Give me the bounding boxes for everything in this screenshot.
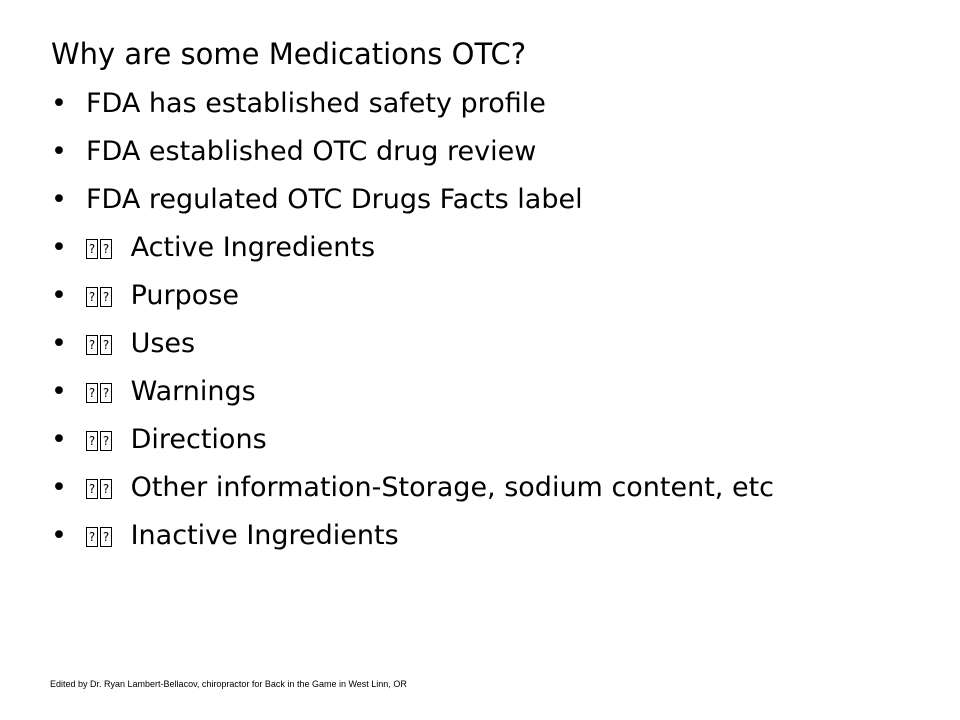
bullet-dot-icon: • [51, 184, 67, 215]
bullet-text: Warnings [130, 376, 256, 407]
missing-glyph-icon: ? ? [86, 320, 114, 368]
missing-glyph-icon: ? ? [86, 272, 114, 320]
missing-glyph-icon: ? ? [86, 368, 114, 416]
bullet-text: Inactive Ingredients [130, 520, 399, 551]
bullet-text: Uses [130, 328, 196, 359]
missing-glyph-icon: ? ? [86, 224, 114, 272]
missing-glyph-icon: ? ? [86, 512, 114, 560]
bullet-dot-icon: • [51, 520, 67, 551]
bullet-item [51, 368, 911, 416]
missing-glyph-icon: ? ? [86, 471, 114, 505]
bullet-item [51, 272, 911, 320]
bullet-dot-icon: • [51, 376, 67, 407]
bullet-dot-icon: • [51, 136, 67, 167]
bullet-item [51, 320, 911, 368]
bullet-dot-icon: • [51, 328, 67, 359]
missing-glyph-icon: ? ? [86, 416, 114, 464]
bullet-text: Directions [130, 424, 267, 455]
bullet-text: FDA established OTC drug review [86, 136, 537, 167]
bullet-item [51, 464, 911, 512]
bullet-item [51, 224, 911, 272]
bullet-dot-icon: • [51, 88, 67, 119]
bullet-item [51, 80, 911, 128]
bullet-text: FDA has established safety profile [86, 88, 546, 119]
bullet-dot-icon: • [51, 472, 67, 503]
footer-credit: Edited by Dr. Ryan Lambert-Bellacov, chiropractor for Back in the Game in West Linn, OR [50, 679, 407, 689]
bullet-item [51, 128, 911, 176]
bullet-text: Active Ingredients [130, 232, 376, 263]
bullet-item [51, 176, 911, 224]
bullet-list [51, 80, 911, 560]
bullet-text: Other information-Storage, sodium content, etc [130, 472, 775, 503]
bullet-dot-icon: • [51, 280, 67, 311]
slide-title: Why are some Medications OTC? [51, 37, 527, 71]
bullet-dot-icon: • [51, 424, 67, 455]
bullet-dot-icon: • [51, 232, 67, 263]
bullet-text: FDA regulated OTC Drugs Facts label [86, 184, 583, 215]
bullet-text: Purpose [130, 280, 239, 311]
bullet-item [51, 512, 911, 560]
bullet-item [51, 416, 911, 464]
